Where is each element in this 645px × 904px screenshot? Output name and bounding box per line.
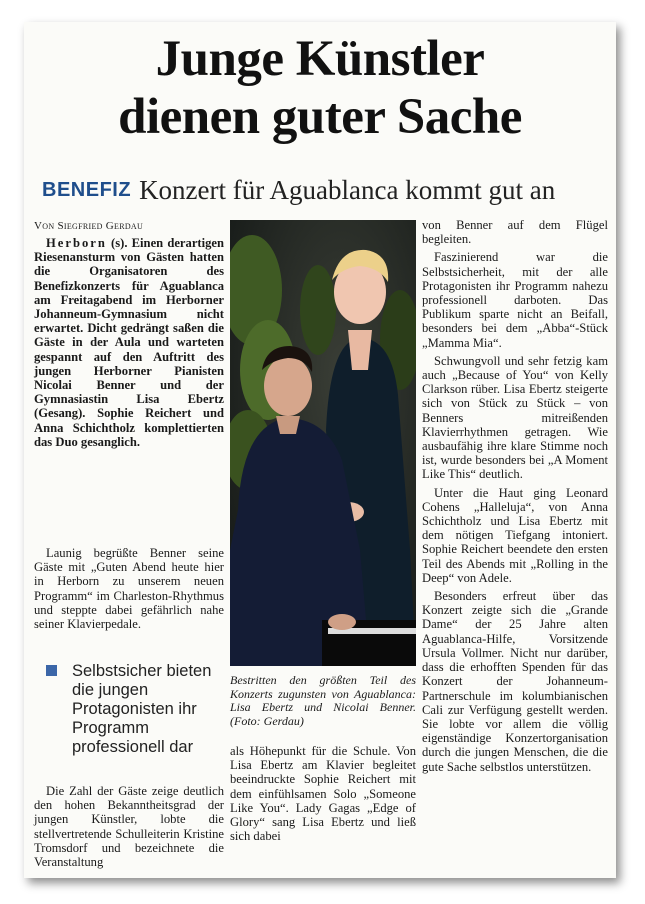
column-3-paragraph-2: Faszinierend war die Selbstsicherheit, mit der alle Protagonisten ihr Programm nahezu professionell darboten. Das Publikum sparte nicht an Beifall, besonders bei dem „Abba“-Stück „Mamma Mia“. (422, 250, 608, 350)
column-3-paragraph-1: von Benner auf dem Flügel begleiten. (422, 218, 608, 247)
headline (24, 30, 616, 146)
paragraph-1 (34, 546, 224, 635)
pull-quote-text: Selbstsicher bieten die jungen Protagonisten ihr Programm professionell dar (72, 662, 212, 756)
column-3-paragraph-4: Unter die Haut ging Leonard Cohens „Halleluja“, von Anna Schichtholz und Lisa Ebertz mit dem nötigen Tiefgang intoniert. Sophie Reichert beendete den ersten Teil des Abends mit „Rolling in the Deep“ von Adele. (422, 485, 608, 585)
lead-text: (s). Einen derartigen Riesenansturm von Gästen hatten die Organisatoren des Benefizkonzerts für Aguablanca am Freitagabend im Herborner Johanneum-Gymnasium nicht erwartet. Dicht gedrängt saßen die Gäste in der Aula und warteten gespannt auf den Auftritt des jungen Herborner Pianisten Nicolai Benner und der Gymnasiastin Lisa Ebertz (Gesang). Sophie Reichert und Anna Schichtholz komplettierten das Duo gesanglich. (34, 236, 224, 449)
headline-line-1: Junge Künstler (155, 31, 485, 87)
paragraph-3 (230, 744, 416, 847)
lead-place: Herborn (46, 236, 107, 250)
paragraph-2-text: Die Zahl der Gäste zeige deutlich den hohen Bekanntheitsgrad der jungen Künstler, lobte die stellvertretende Schulleiterin Kristine Tromsdorf und bezeichnete die Veranstaltung (34, 784, 224, 870)
byline: Von Siegfried Gerdau (34, 220, 144, 232)
subheadline: Konzert für Aguablanca kommt gut an (139, 175, 556, 205)
kicker: BENEFIZ (42, 179, 132, 201)
kicker-row (42, 174, 612, 206)
pull-quote (46, 662, 224, 757)
column-3-paragraph-3: Schwungvoll und sehr fetzig kam auch „Because of You“ von Kelly Clarkson rüber. Lisa Ebertz steigerte sich von Stück zu Stück – von Benners mitreißenden Klavierrhythmen getragen. Wie ausbaufähig ihre klare Stimme noch ist, wurde besonders bei „A Moment Like This“ deutlich. (422, 353, 608, 482)
photo-caption: Bestritten den größten Teil des Konzerts zugunsten von Aguablanca: Lisa Ebertz und Nicolai Benner. (Foto: Gerdau) (230, 673, 416, 728)
lead-paragraph (34, 236, 224, 453)
paragraph-3-text: als Höhepunkt für die Schule. Von Lisa Ebertz am Klavier begleitet beeindruckte Sophie Reichert mit dem einfühlsamen Solo „Someone Like You“. Lady Gagas „Edge of Glory“ sang Lisa Ebertz und ließ sich dabei (230, 744, 416, 844)
column-3-paragraph-5: Besonders erfreut über das Konzert zeigte sich die „Grande Dame“ der 25 Jahre alten Aguablanca-Hilfe, Vorsitzende Ursula Vollmer. Nicht nur darüber, dass die erhofften Spenden für das Konzert der Johanneum-Partnerschule im kolumbianischen Cali zur Verfügung gestellt werden. Sie lobte vor allem die völlig eigenständige Konzertorganisation durch die jungen Menschen, die die gute Sache selbstlos unterstützen. (422, 589, 608, 774)
headline-line-2: dienen guter Sache (118, 89, 522, 145)
pull-quote-square-icon (46, 665, 57, 676)
paragraph-2 (34, 784, 224, 873)
paragraph-1-text: Launig begrüßte Benner seine Gäste mit „Guten Abend heute hier in Herborn zu unserem neuen Programm“ im Charleston-Rhythmus und steppte dabei gefährlich nahe seiner Klavierpedale. (34, 546, 224, 632)
photo-illustration (230, 220, 416, 666)
column-3 (422, 218, 608, 778)
newspaper-clipping (24, 22, 616, 878)
article-photo (230, 220, 416, 666)
